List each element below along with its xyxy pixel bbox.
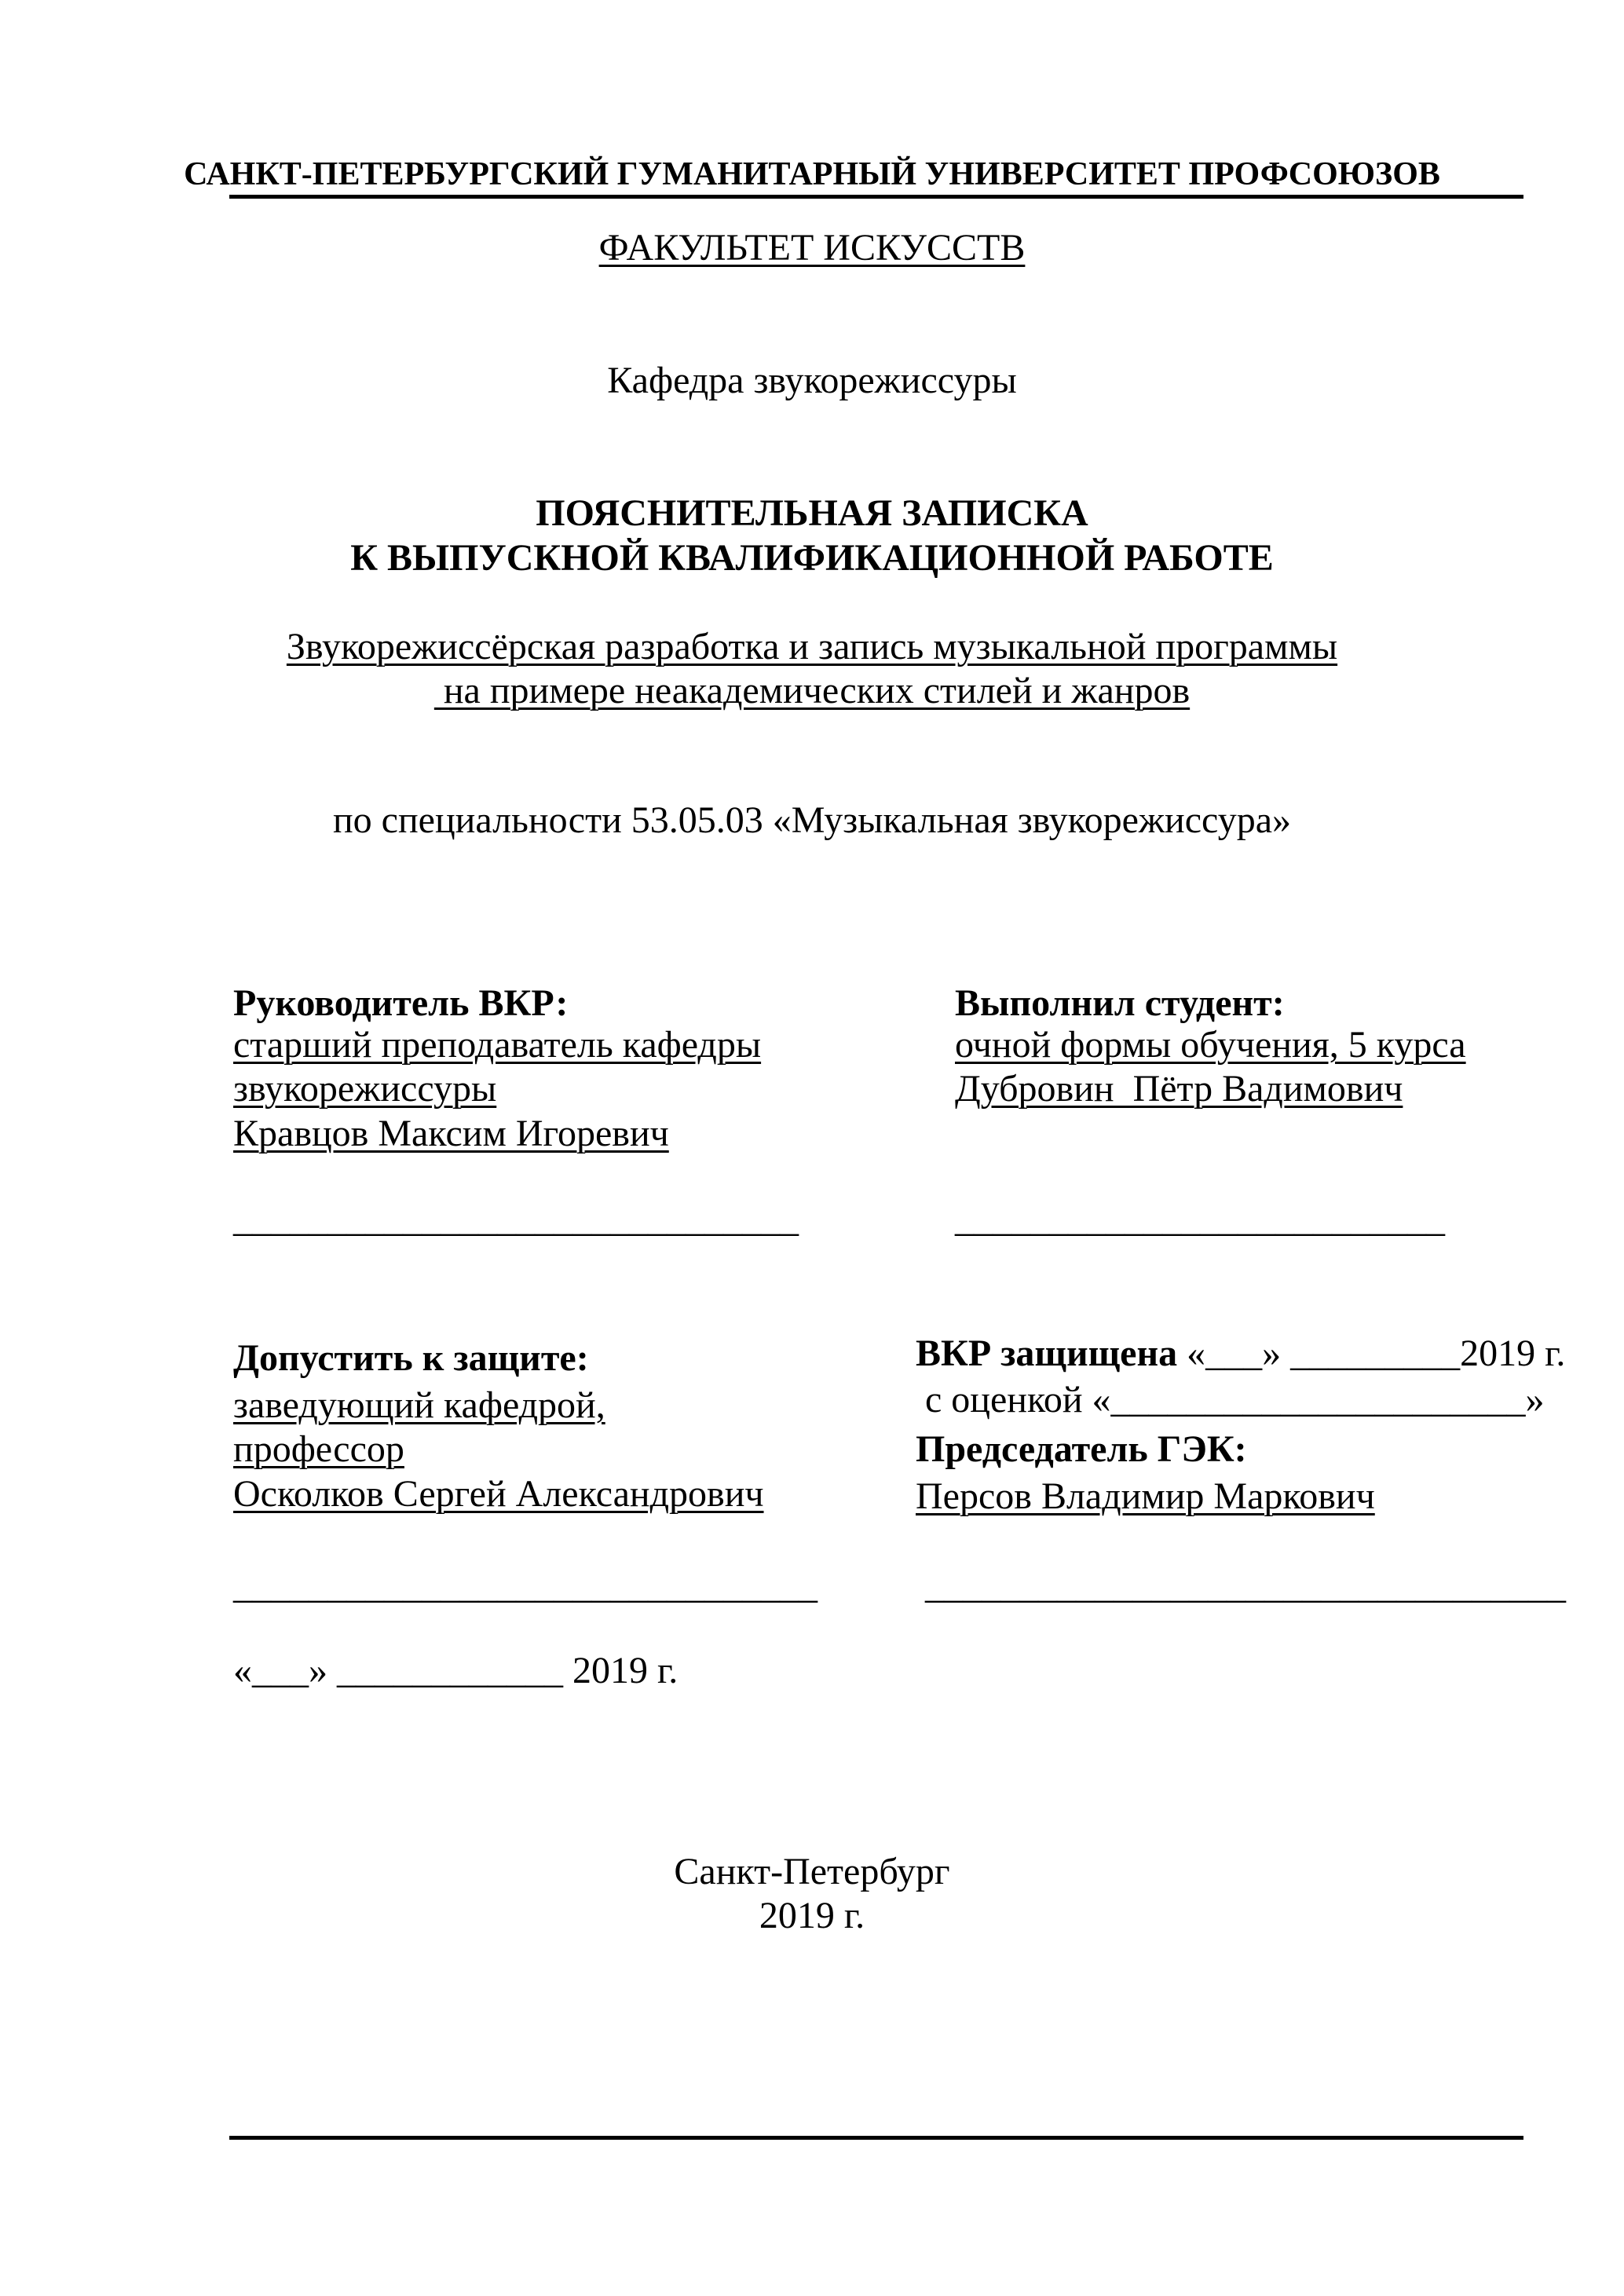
supervisor-position: старший преподаватель кафедры (233, 1024, 762, 1066)
supervisor-label: Руководитель ВКР: (233, 982, 569, 1024)
student-signature-line: __________________________ (955, 1198, 1445, 1240)
specialty: по специальности 53.05.03 «Музыкальная звукорежиссура» (332, 799, 1291, 841)
topic-line2: на примере неакадемических стилей и жанров (433, 670, 1191, 711)
document-title-line1: ПОЯСНИТЕЛЬНАЯ ЗАПИСКА (536, 492, 1088, 534)
admission-name: Осколков Сергей Александрович (233, 1473, 764, 1515)
admission-signature-line: _______________________________ (233, 1565, 817, 1607)
supervisor-signature-line: ______________________________ (233, 1198, 799, 1240)
supervisor-department: звукорежиссуры (233, 1068, 497, 1110)
admission-label: Допустить к защите: (233, 1337, 589, 1379)
city: Санкт-Петербург (674, 1851, 950, 1892)
admission-position: заведующий кафедрой, (233, 1384, 605, 1426)
department-name: Кафедра звукорежиссуры (607, 360, 1017, 401)
chair-signature-line: __________________________________ (916, 1565, 1566, 1607)
university-name: САНКТ-ПЕТЕРБУРГСКИЙ ГУМАНИТАРНЫЙ УНИВЕРСИТЕТ ПРОФСОЮЗОВ (184, 156, 1440, 192)
defense-date: «___» _________2019 г. (1177, 1333, 1566, 1374)
topic-line1: Звукорежиссёрская разработка и запись музыкальной программы (286, 626, 1338, 667)
year: 2019 г. (759, 1895, 865, 1936)
chair-name: Персов Владимир Маркович (916, 1475, 1375, 1517)
header-rule (229, 195, 1523, 199)
student-label: Выполнил студент: (955, 982, 1285, 1024)
faculty-name: ФАКУЛЬТЕТ ИСКУССТВ (598, 227, 1026, 269)
defense-grade: с оценкой «______________________» (916, 1379, 1545, 1420)
admission-date: «___» ____________ 2019 г. (233, 1650, 678, 1691)
document-title-line2: К ВЫПУСКНОЙ КВАЛИФИКАЦИОННОЙ РАБОТЕ (350, 537, 1274, 579)
student-name: Дубровин Пётр Вадимович (955, 1068, 1403, 1110)
chair-label: Председатель ГЭК: (916, 1428, 1247, 1470)
footer-rule (229, 2136, 1523, 2140)
supervisor-name: Кравцов Максим Игоревич (233, 1113, 669, 1154)
student-study-form: очной формы обучения, 5 курса (955, 1024, 1466, 1066)
admission-title: профессор (233, 1428, 404, 1470)
defense-label: ВКР защищена (916, 1333, 1178, 1374)
